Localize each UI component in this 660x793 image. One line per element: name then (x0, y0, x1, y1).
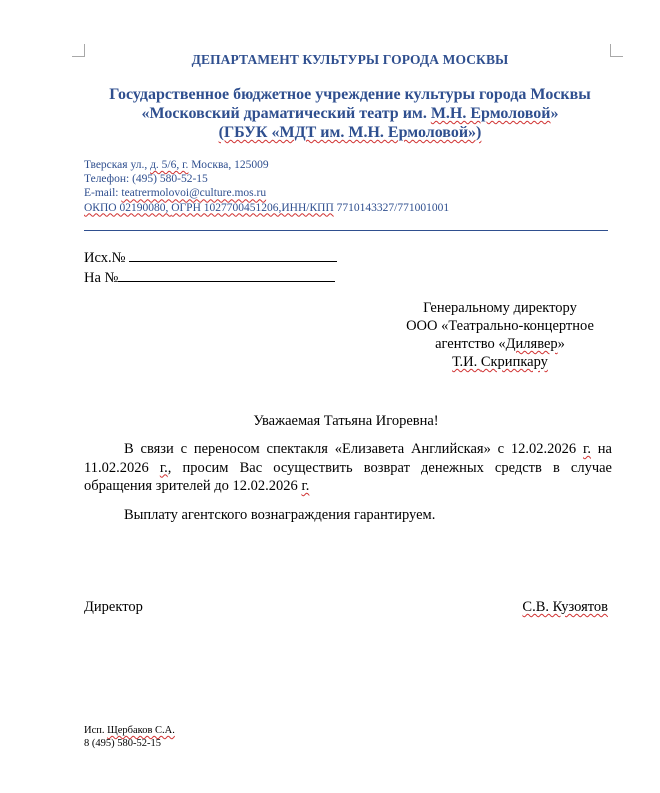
email-link[interactable]: teatrermolovoi@culture.mos.ru (121, 187, 267, 200)
reference-numbers (84, 247, 337, 287)
incoming-number-blank (118, 267, 335, 282)
registration-codes: ОКПО 02190080, ОГРН 1027700451206,ИНН/КПП 7710143327/771001001 (84, 201, 450, 214)
executor-name: Исп. Щербаков С.А. (84, 725, 175, 736)
incoming-number: На № (84, 267, 337, 287)
recipient-block (375, 299, 625, 371)
recipient-line-2: ООО «Театрально-концертное (406, 318, 594, 334)
org-line-3: (ГБУК «МДТ им. М.Н. Ермоловой») (218, 124, 482, 141)
letter-paragraph-2: Выплату агентского вознаграждения гарантируем. (124, 507, 436, 523)
outgoing-number-blank (129, 247, 337, 262)
org-line-1: Государственное бюджетное учреждение культуры города Москвы (109, 86, 591, 103)
recipient-line-3: агентство «Дилявер» (435, 336, 565, 352)
outgoing-number: Исх.№ (84, 247, 337, 267)
address: Тверская ул., д. 5/6, г. Москва, 125009 (84, 159, 269, 171)
letter-paragraph-1: В связи с переносом спектакля «Елизавета Английская» с 12.02.2026 г. на 11.02.2026 г., просим Вас осуществить возврат денежных средств в случае обращения зрителей до 12.02.2026 г. (84, 441, 612, 494)
department-title: ДЕПАРТАМЕНТ КУЛЬТУРЫ ГОРОДА МОСКВЫ (191, 52, 509, 67)
executor-phone: 8 (495) 580-52-15 (84, 738, 161, 749)
salutation: Уважаемая Татьяна Игоревна! (253, 413, 439, 429)
email-line: E-mail: teatrermolovoi@culture.mos.ru (84, 187, 267, 200)
contacts-block (84, 158, 449, 215)
org-line-2: «Московский драматический театр им. М.Н. Ермоловой» (141, 105, 559, 122)
phone: Телефон: (495) 580-52-15 (84, 173, 208, 186)
executor-block (84, 724, 175, 750)
organization-name (0, 85, 660, 142)
signer-name: С.В. Кузоятов (522, 599, 608, 615)
header-divider (84, 230, 608, 231)
recipient-line-1: Генеральному директору (423, 300, 577, 316)
recipient-line-4: Т.И. Скрипкару (452, 354, 548, 370)
signer-title: Директор (84, 599, 143, 615)
